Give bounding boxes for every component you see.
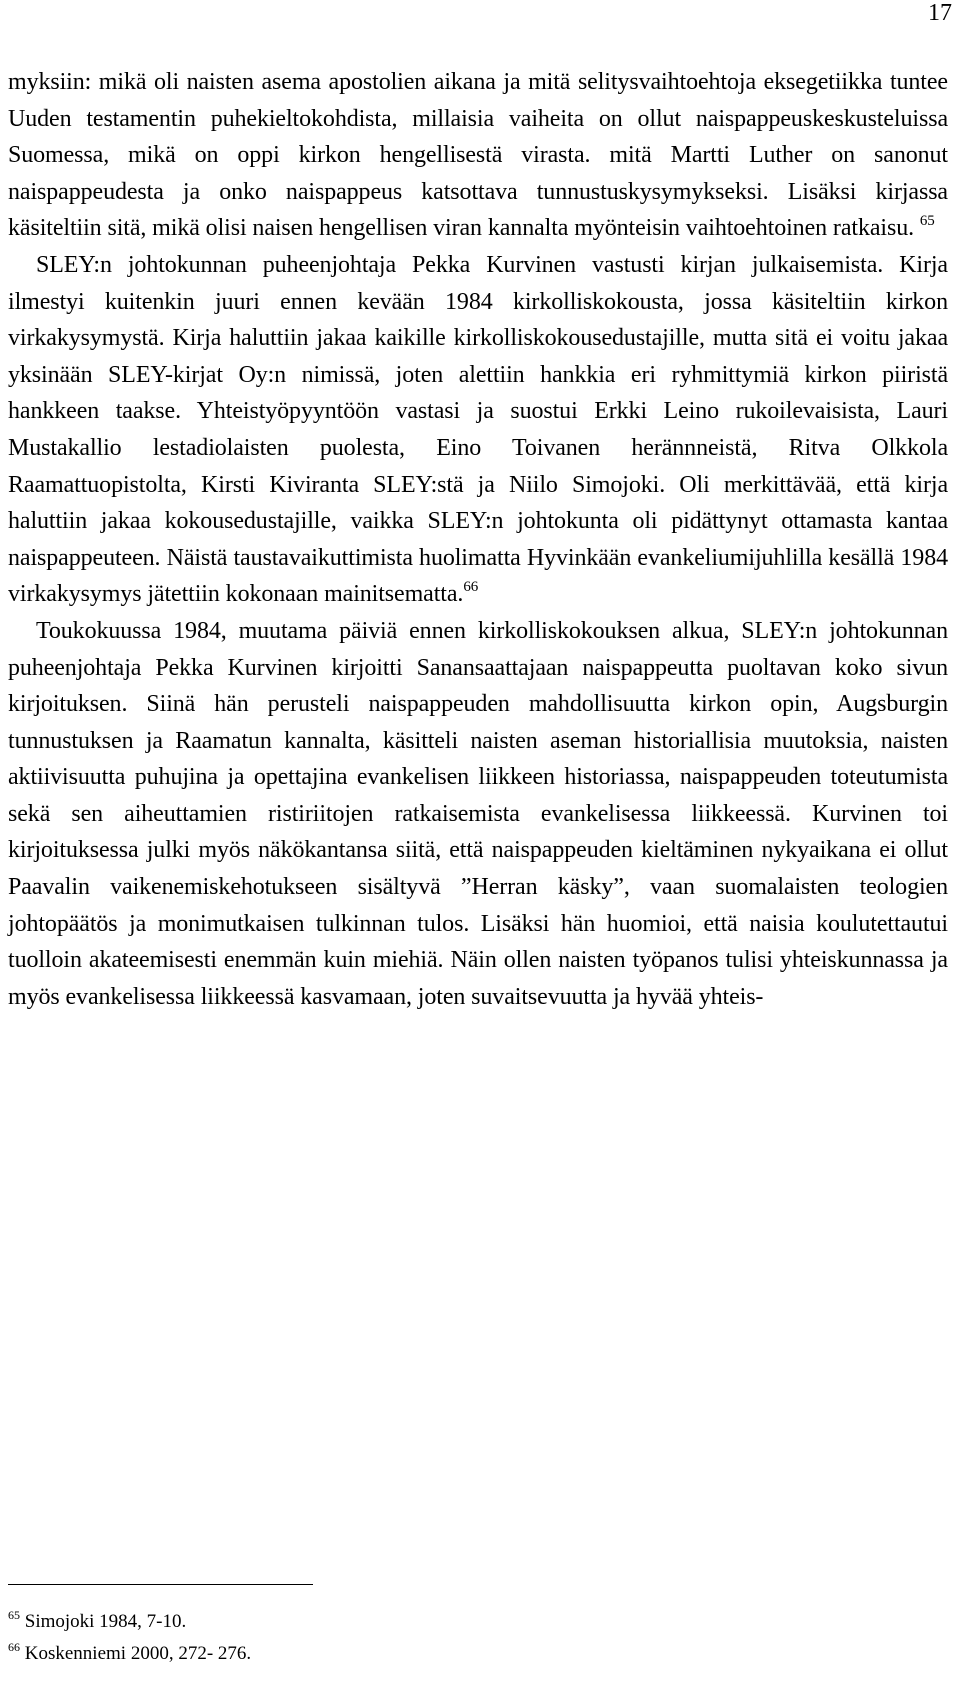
footnote-ref[interactable]: 65 bbox=[919, 213, 935, 230]
page-number: 17 bbox=[928, 0, 952, 26]
footnote bbox=[8, 1606, 251, 1638]
footnote-text: Simojoki 1984, 7-10. bbox=[24, 1611, 187, 1632]
body-text bbox=[8, 64, 948, 1015]
footnote-ref[interactable]: 66 bbox=[463, 579, 479, 596]
paragraph bbox=[8, 64, 948, 247]
paragraph bbox=[8, 613, 948, 1016]
footnote-number: 66 bbox=[8, 1640, 20, 1654]
footnote-separator bbox=[8, 1584, 313, 1585]
footnote-number: 65 bbox=[8, 1608, 20, 1622]
footnotes bbox=[8, 1606, 251, 1670]
paragraph-text: SLEY:n johtokunnan puheenjohtaja Pekka Kurvinen vastusti kirjan julkaisemista. Kirja ilmestyi kuitenkin juuri ennen kevään 1984 kirkolliskokousta, jossa käsiteltiin kirkon virkakysymystä. Kirja haluttiin jakaa kaikille kirkolliskokousedustajille, mutta sitä ei voitu jakaa yksinään SLEY-kirjat Oy:n nimissä, joten alettiin hankkia eri ryhmittymiä kirkon piiristä hankkeen taakse. Yhteistyöpyyntöön vastasi ja suostui Erkki Leino rukoilevaisista, Lauri Mustakallio lestadiolaisten puolesta, Eino Toivanen herännneistä, Ritva Olkkola Raamattuopistolta, Kirsti Kiviranta SLEY:stä ja Niilo Simojoki. Oli merkittävää, että kirja haluttiin jakaa kokousedustajille, vaikka SLEY:n johtokunta oli pidättynyt ottamasta kantaa naispappeuteen. Näistä taustavaikuttimista huolimatta Hyvinkään evankeliumijuhlilla kesällä 1984 virkakysymys jätettiin kokonaan mainitsematta. bbox=[8, 251, 948, 608]
paragraph bbox=[8, 247, 948, 613]
footnote bbox=[8, 1638, 251, 1670]
paragraph-text: Toukokuussa 1984, muutama päiviä ennen kirkolliskokouksen alkua, SLEY:n johtokunnan puheenjohtaja Pekka Kurvinen kirjoitti Sanansaattajaan naispappeutta puoltavan koko sivun kirjoituksen. Siinä hän perusteli naispappeuden mahdollisuutta kirkon opin, Augsburgin tunnustuksen ja Raamatun kannalta, käsitteli naisten aseman historiallisia muutoksia, naisten aktiivisuutta puhujina ja opettajina evankelisen liikkeen historiassa, naispappeuden toteutumista sekä sen aiheuttamien ristiriitojen ratkaisemista evankelisessa liikkeessä. Kurvinen toi kirjoituksessa julki myös näkökantansa siitä, että naispappeuden kieltäminen nykyaikana ei ollut Paavalin vaikenemiskehotukseen sisältyvä ”Herran käsky”, vaan suomalaisten teologien johtopäätös ja monimutkaisen tulkinnan tulos. Lisäksi hän huomioi, että naisia koulutettautui tuolloin akateemisesti enemmän kuin miehiä. Näin ollen naisten työpanos tulisi yhteiskunnassa ja myös evankelisessa liikkeessä kasvamaan, joten suvaitsevuutta ja hyvää yhteis- bbox=[8, 617, 948, 1010]
paragraph-text: myksiin: mikä oli naisten asema apostolien aikana ja mitä selitysvaihtoehtoja eksegetiikka tuntee Uuden testamentin puhekieltokohdista, millaisia vaiheita on ollut naispappeuskeskusteluissa Suomessa, mikä on oppi kirkon hengellisestä virasta. mitä Martti Luther on sanonut naispappeudesta ja onko naispappeus katsottava tunnustuskysymykseksi. Lisäksi kirjassa käsiteltiin sitä, mikä olisi naisen hengellisen viran kannalta myönteisin vaihtoehtoinen ratkaisu. bbox=[8, 69, 948, 242]
footnote-text: Koskenniemi 2000, 272- 276. bbox=[24, 1643, 252, 1664]
